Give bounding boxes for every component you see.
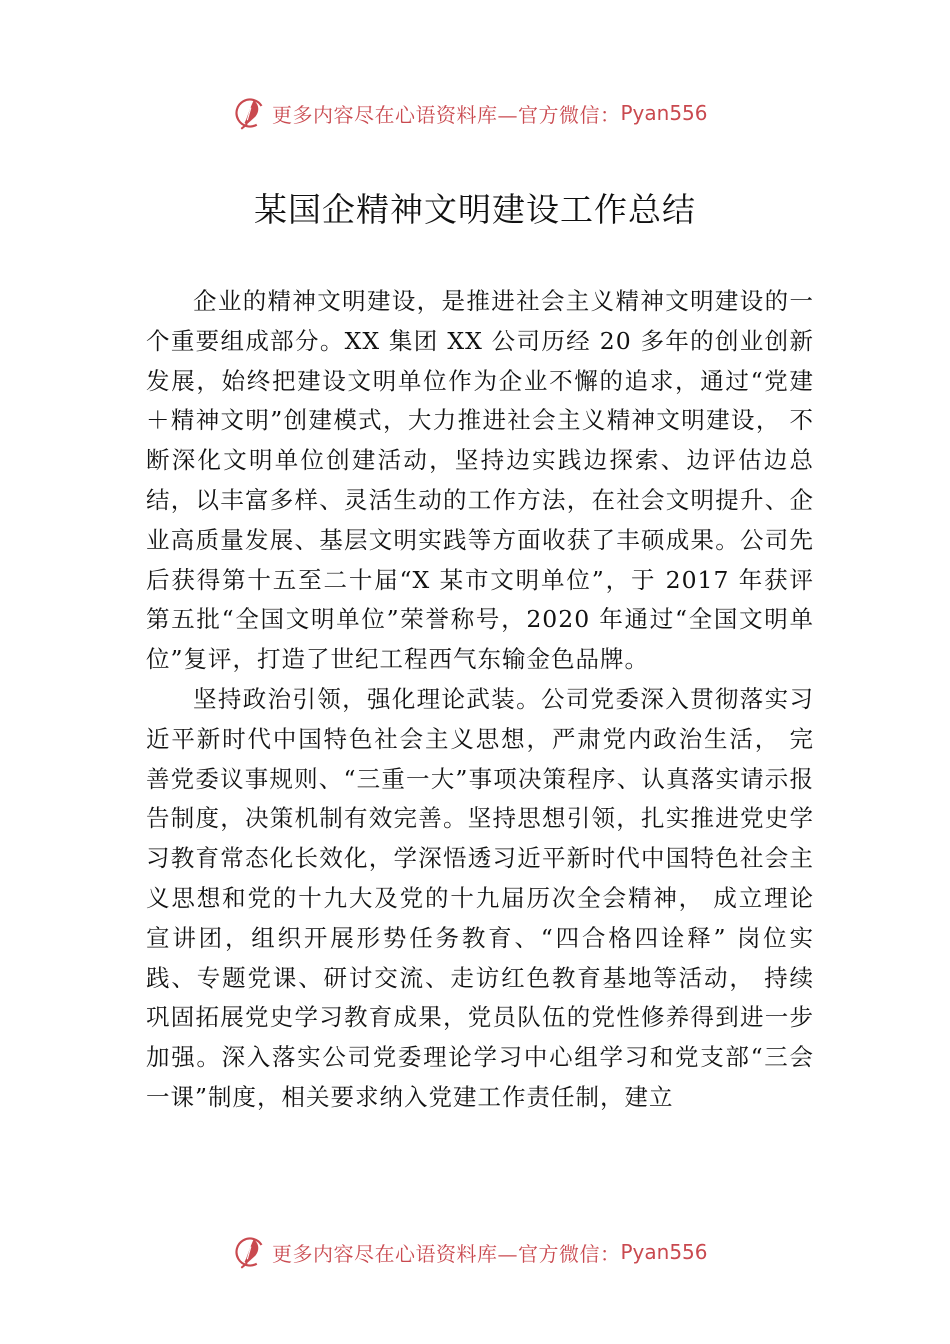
quill-pen-logo-icon <box>232 1234 268 1270</box>
footer-banner <box>232 1232 732 1272</box>
banner-slogan: 更多内容尽在心语资料库—官方微信： <box>272 102 621 127</box>
document-body <box>146 282 814 1118</box>
banner-slogan: 更多内容尽在心语资料库—官方微信： <box>272 1241 621 1266</box>
body-paragraph: 坚持政治引领，强化理论武装。公司党委深入贯彻落实习近平新时代中国特色社会主义思想，严肃党内政治生活， 完善党委议事规则、“三重一大”事项决策程序、认真落实请示报告制度，决策机制有效完善。坚持思想引领，扎实推进党史学习教育常态化长效化，学深悟透习近平新时代中国特色社会主义思想和党的十九大及党的十九届历次全会精神， 成立理论宣讲团，组织开展形势任务教育、“四合格四诠释” 岗位实践、专题党课、研讨交流、走访红色教育基地等活动， 持续巩固拓展党史学习教育成果，党员队伍的党性修养得到进一步加强。深入落实公司党委理论学习中心组学习和党支部“三会一课”制度，相关要求纳入党建工作责任制，建立 <box>146 684 814 1111</box>
quill-pen-logo-icon <box>232 95 268 131</box>
banner-wechat-id: Pyan556 <box>620 1240 708 1264</box>
body-paragraph: 企业的精神文明建设，是推进社会主义精神文明建设的一个重要组成部分。XX 集团 XX 公司历经 20 多年的创业创新发展，始终把建设文明单位作为企业不懈的追求，通过“党建＋精神文明”创建模式，大力推进社会主义精神文明建设， 不断深化文明单位创建活动，坚持边实践边探索、边评估边总结，以丰富多样、灵活生动的工作方法，在社会文明提升、企业高质量发展、基层文明实践等方面收获了丰硕成果。公司先后获得第十五至二十届“X 某市文明单位”，于 2017 年获评第五批“全国文明单位”荣誉称号，2020 年通过“全国文明单位”复评，打造了世纪工程西气东输金色品牌。 <box>146 287 814 674</box>
document-title: 某国企精神文明建设工作总结 <box>254 190 696 229</box>
header-banner <box>232 93 732 133</box>
banner-wechat-id: Pyan556 <box>620 101 708 125</box>
